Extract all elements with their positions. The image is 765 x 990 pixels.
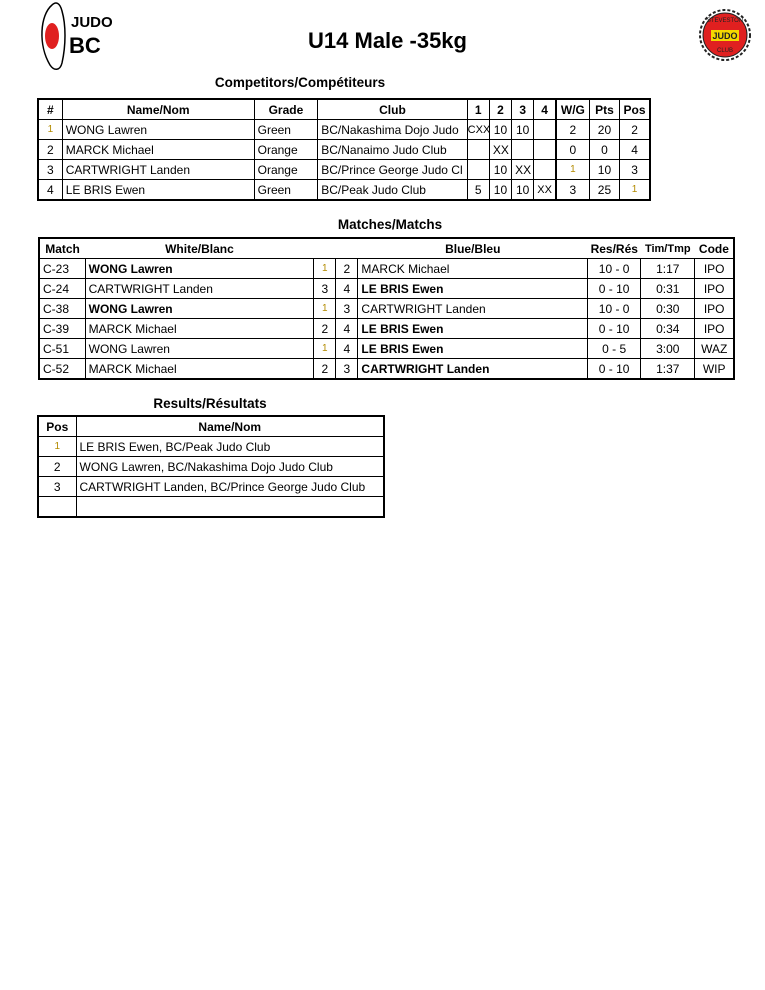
svg-text:JUDO: JUDO (71, 14, 113, 31)
white-competitor: WONG Lawren (85, 339, 314, 359)
wins-value: 3 (556, 180, 589, 201)
match-code: IPO (695, 259, 734, 279)
competitor-grade: Orange (254, 160, 318, 180)
blue-competitor: CARTWRIGHT Landen (358, 299, 588, 319)
match-result: 10 - 0 (588, 259, 641, 279)
result-position: 2 (38, 457, 76, 477)
competitor-number: 3 (38, 160, 62, 180)
match-result: 10 - 0 (588, 299, 641, 319)
match-id: C-39 (39, 319, 85, 339)
competitor-number: 4 (38, 180, 62, 201)
white-number: 1 (314, 259, 336, 279)
round-2-score: XX (489, 140, 511, 160)
competitor-name: WONG Lawren (62, 120, 254, 140)
position-value: 1 (620, 180, 650, 201)
result-row (38, 477, 384, 497)
col-points: Pts (589, 99, 619, 120)
competitor-number: 2 (38, 140, 62, 160)
white-number: 3 (314, 279, 336, 299)
white-competitor: MARCK Michael (85, 319, 314, 339)
col-round-1: 1 (467, 99, 489, 120)
round-4-score: XX (534, 180, 556, 201)
round-1-score: 5 (467, 180, 489, 201)
round-3-score (512, 140, 534, 160)
result-name (76, 497, 384, 518)
match-row (39, 299, 734, 319)
matches-table (38, 237, 735, 380)
match-id: C-24 (39, 279, 85, 299)
match-result: 0 - 10 (588, 319, 641, 339)
competitor-club: BC/Nakashima Dojo Judo (318, 120, 467, 140)
competitor-row (38, 160, 650, 180)
points-value: 20 (589, 120, 619, 140)
wins-value: 2 (556, 120, 589, 140)
col-number: # (38, 99, 62, 120)
match-id: C-23 (39, 259, 85, 279)
competitor-row (38, 120, 650, 140)
match-row (39, 279, 734, 299)
round-2-score: 10 (489, 180, 511, 201)
match-code: IPO (695, 279, 734, 299)
result-name: LE BRIS Ewen, BC/Peak Judo Club (76, 437, 384, 457)
match-id: C-38 (39, 299, 85, 319)
points-value: 10 (589, 160, 619, 180)
col-name: Name/Nom (62, 99, 254, 120)
svg-text:JUDO: JUDO (712, 31, 738, 41)
match-time: 0:30 (641, 299, 695, 319)
competitor-grade: Green (254, 120, 318, 140)
match-time: 0:31 (641, 279, 695, 299)
match-row (39, 259, 734, 279)
position-value: 2 (620, 120, 650, 140)
competitor-grade: Green (254, 180, 318, 201)
result-name: WONG Lawren, BC/Nakashima Dojo Judo Club (76, 457, 384, 477)
blue-competitor: LE BRIS Ewen (358, 279, 588, 299)
match-time: 1:37 (641, 359, 695, 380)
match-code: IPO (695, 299, 734, 319)
col-match: Match (45, 241, 80, 256)
round-3-score: 10 (512, 120, 534, 140)
matches-header-row (39, 238, 734, 259)
white-competitor: CARTWRIGHT Landen (85, 279, 314, 299)
blue-number: 3 (336, 359, 358, 380)
svg-text:STEVESTON: STEVESTON (706, 18, 744, 24)
white-number: 2 (314, 359, 336, 380)
col-code: Code (698, 241, 729, 256)
competitor-club: BC/Prince George Judo Cl (318, 160, 467, 180)
white-competitor: WONG Lawren (85, 259, 314, 279)
match-result: 0 - 10 (588, 359, 641, 380)
round-3-score: XX (512, 160, 534, 180)
col-blue: Blue/Bleu (445, 241, 501, 256)
competitor-row (38, 140, 650, 160)
page-title: U14 Male -35kg (308, 28, 467, 53)
round-1-score: CXX (467, 120, 489, 140)
position-value: 4 (620, 140, 650, 160)
round-3-score: 10 (512, 180, 534, 201)
col-white-number (314, 238, 336, 259)
round-2-score: 10 (489, 160, 511, 180)
round-4-score (534, 120, 556, 140)
col-round-4: 4 (534, 99, 556, 120)
round-4-score (534, 160, 556, 180)
result-row (38, 497, 384, 518)
match-id: C-51 (39, 339, 85, 359)
col-club: Club (318, 99, 467, 120)
match-code: IPO (695, 319, 734, 339)
match-result: 0 - 10 (588, 279, 641, 299)
competitor-name: MARCK Michael (62, 140, 254, 160)
white-number: 1 (314, 339, 336, 359)
blue-number: 4 (336, 339, 358, 359)
result-position (38, 497, 76, 518)
competitor-club: BC/Peak Judo Club (318, 180, 467, 201)
round-1-score (467, 140, 489, 160)
match-time: 3:00 (641, 339, 695, 359)
result-name: CARTWRIGHT Landen, BC/Prince George Judo Club (76, 477, 384, 497)
match-id: C-52 (39, 359, 85, 380)
match-row (39, 359, 734, 380)
col-blue-number (336, 238, 358, 259)
competitors-header-row (38, 99, 650, 120)
position-value: 3 (620, 160, 650, 180)
blue-competitor: CARTWRIGHT Landen (358, 359, 588, 380)
match-row (39, 339, 734, 359)
blue-competitor: MARCK Michael (358, 259, 588, 279)
white-number: 1 (314, 299, 336, 319)
competitor-name: CARTWRIGHT Landen (62, 160, 254, 180)
blue-number: 4 (336, 319, 358, 339)
result-position: 3 (38, 477, 76, 497)
results-table (37, 415, 385, 518)
round-1-score (467, 160, 489, 180)
blue-competitor: LE BRIS Ewen (358, 319, 588, 339)
col-result-name: Name/Nom (76, 416, 384, 437)
competitors-section-title: Competitors/Compétiteurs (214, 75, 386, 90)
results-section-title: Results/Résultats (153, 396, 267, 411)
result-position: 1 (38, 437, 76, 457)
wins-value: 1 (556, 160, 589, 180)
match-code: WAZ (695, 339, 734, 359)
blue-competitor: LE BRIS Ewen (358, 339, 588, 359)
result-row (38, 437, 384, 457)
col-pos: Pos (38, 416, 76, 437)
blue-number: 3 (336, 299, 358, 319)
white-competitor: WONG Lawren (85, 299, 314, 319)
svg-text:BC: BC (69, 33, 101, 58)
result-row (38, 457, 384, 477)
svg-text:CLUB: CLUB (716, 48, 734, 54)
points-value: 25 (589, 180, 619, 201)
white-number: 2 (314, 319, 336, 339)
steveston-judo-club-logo (698, 5, 752, 65)
points-value: 0 (589, 140, 619, 160)
competitor-number: 1 (38, 120, 62, 140)
col-round-3: 3 (512, 99, 534, 120)
competitor-row (38, 180, 650, 201)
wins-value: 0 (556, 140, 589, 160)
col-time: Tim/Tmp (644, 242, 691, 255)
competitor-grade: Orange (254, 140, 318, 160)
col-white: White/Blanc (165, 241, 234, 256)
competitors-table (37, 98, 651, 201)
white-competitor: MARCK Michael (85, 359, 314, 380)
round-4-score (534, 140, 556, 160)
competitor-club: BC/Nanaimo Judo Club (318, 140, 467, 160)
match-row (39, 319, 734, 339)
col-position: Pos (620, 99, 650, 120)
competitor-name: LE BRIS Ewen (62, 180, 254, 201)
col-wins: W/G (556, 99, 589, 120)
match-code: WIP (695, 359, 734, 380)
round-2-score: 10 (489, 120, 511, 140)
col-result: Res/Rés (590, 241, 638, 256)
match-time: 1:17 (641, 259, 695, 279)
results-header-row (38, 416, 384, 437)
match-result: 0 - 5 (588, 339, 641, 359)
col-grade: Grade (254, 99, 318, 120)
matches-section-title: Matches/Matchs (337, 217, 443, 232)
blue-number: 2 (336, 259, 358, 279)
blue-number: 4 (336, 279, 358, 299)
col-round-2: 2 (489, 99, 511, 120)
match-time: 0:34 (641, 319, 695, 339)
